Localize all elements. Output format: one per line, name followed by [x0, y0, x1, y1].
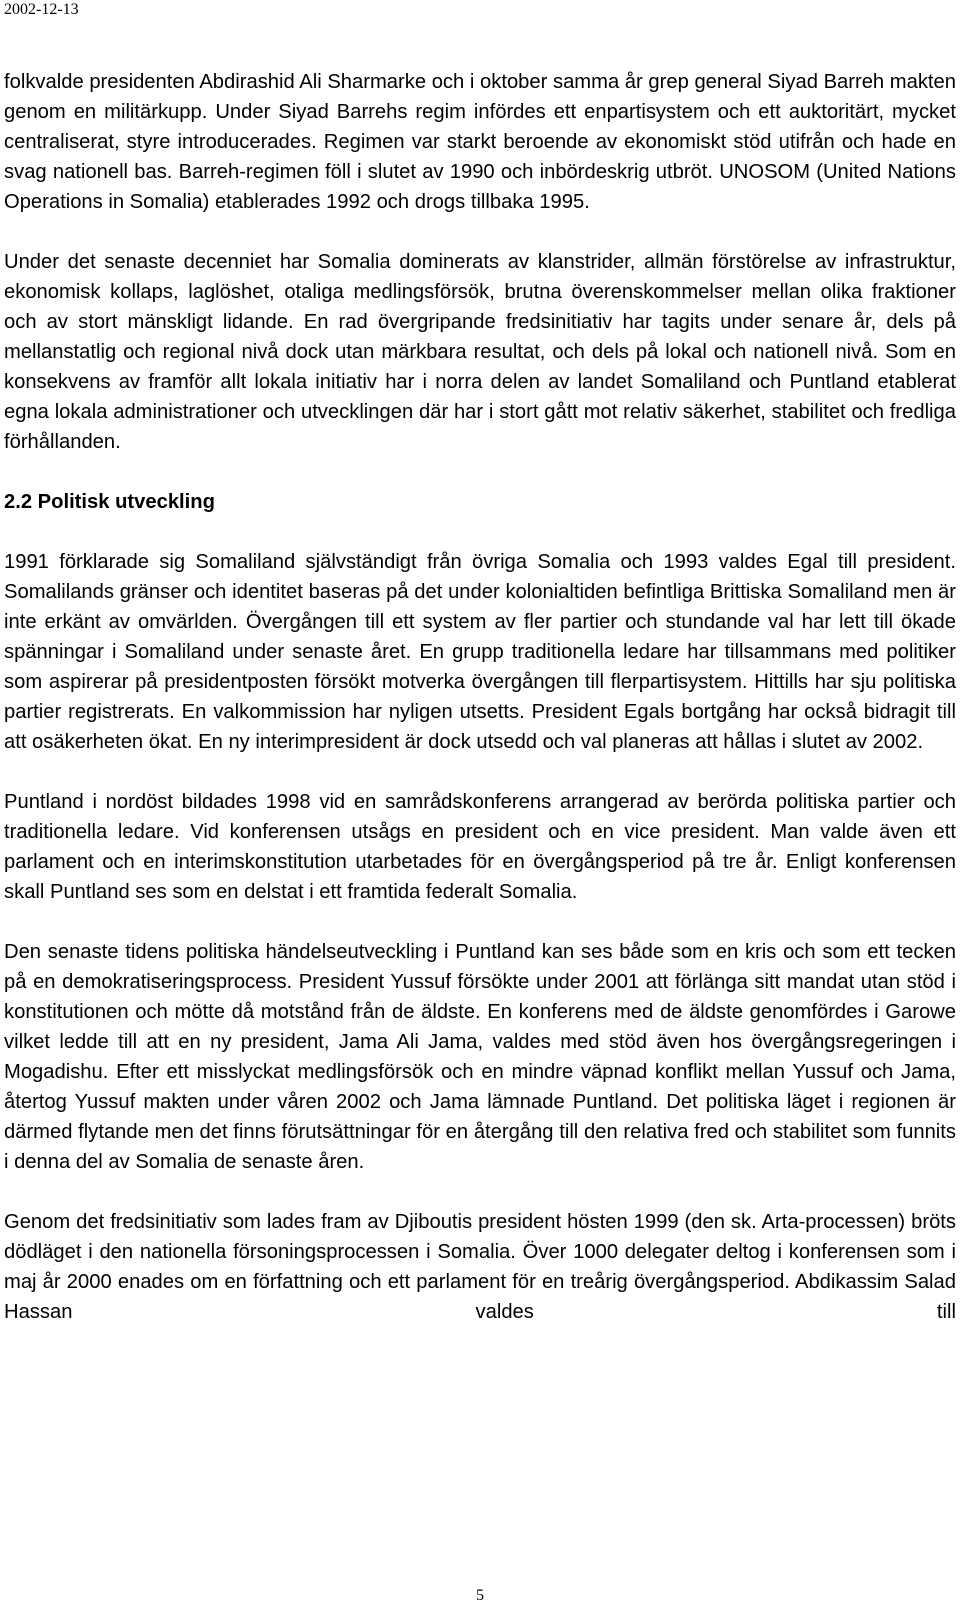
paragraph-puntland-crisis: Den senaste tidens politiska händelseutveckling i Puntland kan ses både som en kris och som ett tecken på en demokratiseringsprocess. President Yussuf försökte under 2001 att förlänga sitt mandat utan stöd i konstitutionen och mötte då motstånd från de äldste. En konferens med de äldste genomfördes i Garowe vilket ledde till att en ny president, Jama Ali Jama, valdes med stöd även hos övergångsregeringen i Mogadishu. Efter ett misslyckat medlingsförsök och en mindre väpnad konflikt mellan Yussuf och Jama, återtog Yussuf makten under våren 2002 och Jama lämnade Puntland. Det politiska läget i regionen är därmed flytande men det finns förutsättningar för en återgång till den relativa fred och stabilitet som funnits i denna del av Somalia de senaste åren. — [4, 941, 956, 1173]
header-date: 2002-12-13 — [4, 1, 79, 18]
paragraph-puntland: Puntland i nordöst bildades 1998 vid en samrådskonferens arrangerad av berörda politiska partier och traditionella ledare. Vid konferensen utsågs en president och en vice president. Man valde även ett parlament och en interimskonstitution utarbetades för en övergångsperiod på tre år. Enligt konferensen skall Puntland ses som en delstat i ett framtida federalt Somalia. — [4, 791, 956, 903]
paragraph-decade: Under det senaste decenniet har Somalia dominerats av klanstrider, allmän förstörelse av infrastruktur, ekonomisk kollaps, laglöshet, otaliga medlingsförsök, brutna överenskommelser mellan olika fraktioner och av stort mänskligt lidande. En rad övergripande fredsinitiativ har tagits under senare år, dels på mellanstatlig och regional nivå dock utan märkbara resultat, och dels på lokal och nationell nivå. Som en konsekvens av framför allt lokala initiativ har i norra delen av landet Somaliland och Puntland etablerat egna lokala administrationer och utvecklingen där har i stort gått mot relativ säkerhet, stabilitet och fredliga förhållanden. — [4, 251, 956, 453]
page-number: 5 — [476, 1587, 484, 1604]
section-heading: 2.2 Politisk utveckling — [4, 491, 215, 513]
document-body — [4, 67, 956, 1327]
paragraph-somaliland: 1991 förklarade sig Somaliland självständigt från övriga Somalia och 1993 valdes Egal till president. Somalilands gränser och identitet baseras på det under kolonialtiden befintliga Brittiska Somaliland men är inte erkänt av omvärlden. Övergången till ett system av fler partier och stundande val har lett till ökade spänningar i Somaliland under senaste året. En grupp traditionella ledare har tillsammans med politiker som aspirerar på presidentposten försökt motverka övergången till flerpartisystem. Hittills har sju politiska partier registrerats. En valkommission har nyligen utsetts. President Egals bortgång har också bidragit till att osäkerheten ökat. En ny interimpresident är dock utsedd och val planeras att hållas i slutet av 2002. — [4, 551, 956, 753]
paragraph-arta-process: Genom det fredsinitiativ som lades fram av Djiboutis president hösten 1999 (den sk. Arta-processen) bröts dödläget i den nationella försoningsprocessen i Somalia. Över 1000 delegater deltog i konferensen som i maj år 2000 enades om en författning och ett parlament för en treårig övergångsperiod. Abdikassim Salad Hassan valdes till — [4, 1211, 956, 1323]
paragraph-history: folkvalde presidenten Abdirashid Ali Sharmarke och i oktober samma år grep general Siyad Barreh makten genom en militärkupp. Under Siyad Barrehs regim infördes ett enpartisystem och ett auktoritärt, mycket centraliserat, styre introducerades. Regimen var starkt beroende av ekonomiskt stöd utifrån och hade en svag nationell bas. Barreh-regimen föll i slutet av 1990 och inbördeskrig utbröt. UNOSOM (United Nations Operations in Somalia) etablerades 1992 och drogs tillbaka 1995. — [4, 71, 956, 213]
